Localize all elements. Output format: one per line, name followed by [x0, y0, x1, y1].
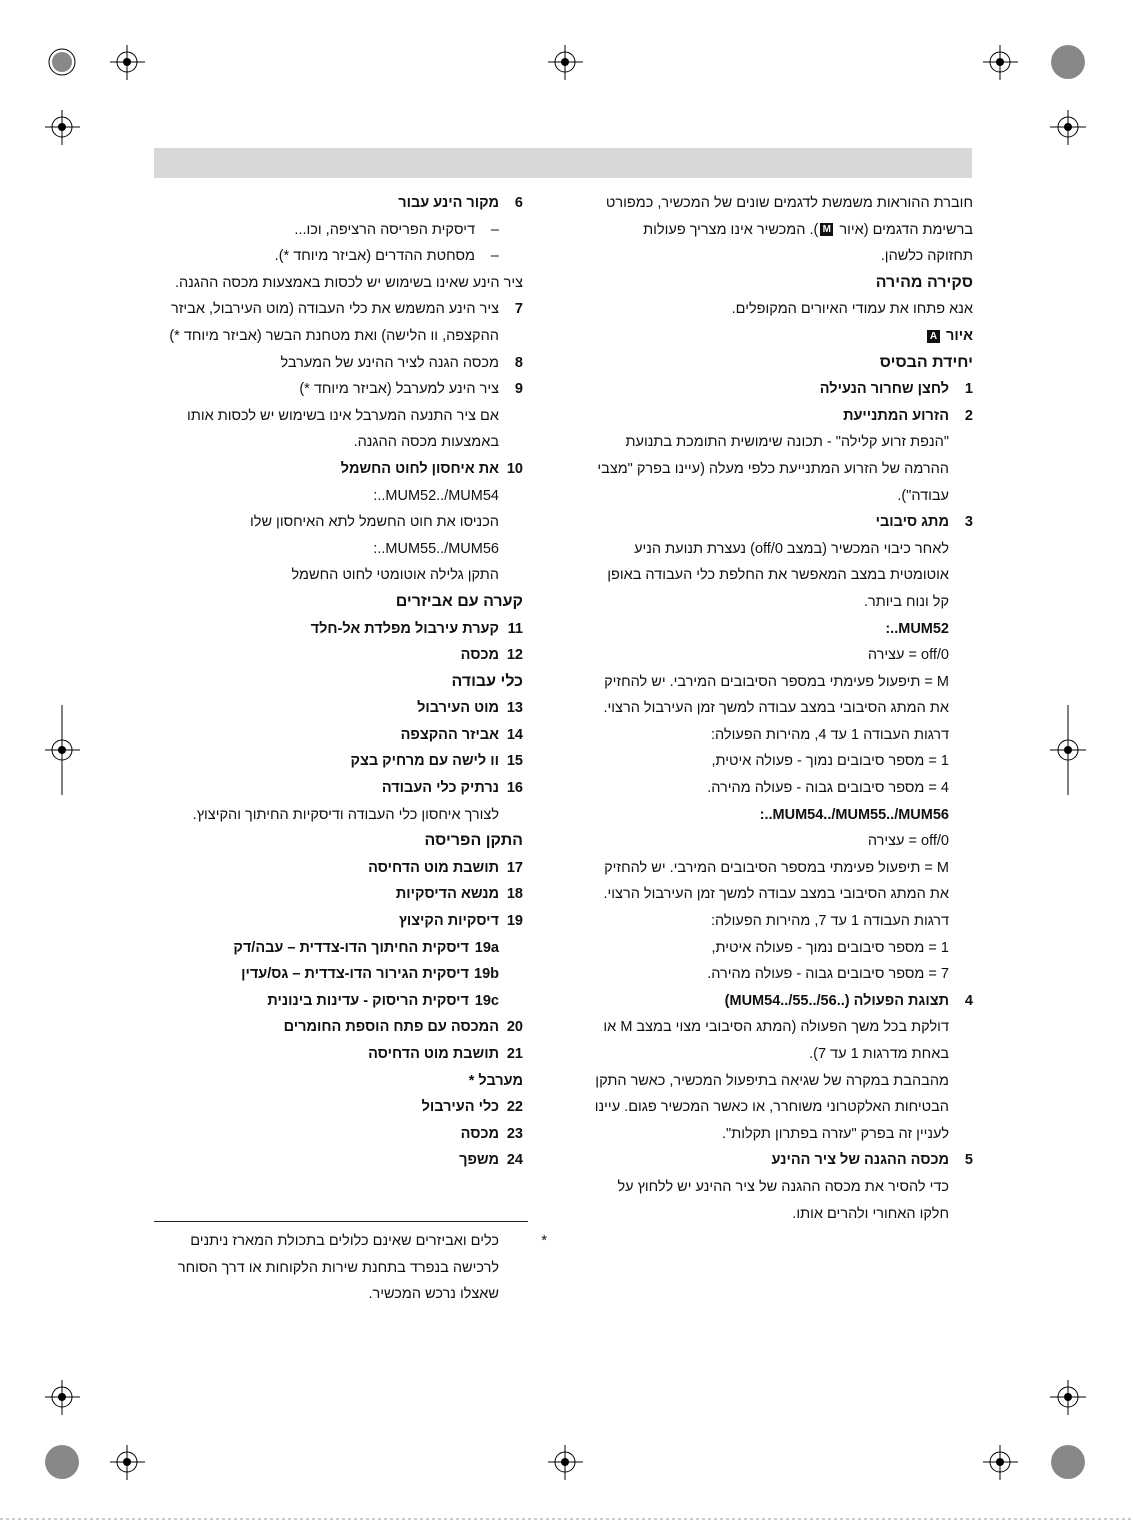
line-text: לאחר כיבוי המכשיר (במצב 0/off) נעצרת תנועת הניע: [634, 540, 949, 557]
line-text: דיסקית הפריסה הרציפה, וכו...: [294, 221, 475, 238]
line-text: דיסקית החיתוך הדו-צדדית – עבה/דק: [233, 939, 469, 956]
line-text: ההקצפה, וו הלישה) ואת מטחנת הבשר (אביזר מיוחד *): [169, 327, 499, 344]
item-number: 18: [506, 886, 523, 903]
sub-item-number: 19c: [474, 992, 499, 1009]
line-text: MUM52..:: [885, 620, 949, 637]
sub-item-number: 19b: [474, 966, 499, 983]
item-number: 22: [506, 1099, 523, 1116]
line-text: מכסה הגנה לציר ההינע של המערבל: [280, 354, 499, 371]
line-text: הבטיחות האלקטרוני משוחרר, או כאשר המכשיר פגום. עיינו: [594, 1099, 949, 1116]
line-text: עבודה").: [897, 487, 949, 504]
figure-label-icon: M: [820, 223, 833, 236]
line-text: מתג סיבובי: [875, 514, 949, 531]
line-text: תושבת מוט הדחיסה: [368, 859, 499, 876]
line-text: משפך: [459, 1152, 499, 1169]
line-text: 7 = מספר סיבובים גבוה - פעולה מהירה.: [707, 966, 949, 983]
line-text: חוברת ההוראות משמשת לדגמים שונים של המכשיר, כמפורט: [605, 195, 973, 211]
item-number: 7: [514, 301, 523, 318]
line-text: MUM55../MUM56..:: [373, 540, 499, 557]
line-text: ההרמה של הזרוע המתנייעת כלפי מעלה (עיינו בפרק "מצבי: [597, 460, 949, 477]
footnote-text: שאצלו נרכש המכשיר.: [368, 1286, 499, 1303]
item-number: 12: [506, 647, 523, 664]
line-text: 1 = מספר סיבובים נמוך - פעולה איטית,: [711, 939, 949, 956]
line-text: מנשא הדיסקיות: [395, 886, 499, 903]
line-text: ציר הינע שאינו בשימוש יש לכסות באמצעות מכסה ההגנה.: [174, 274, 523, 291]
line-text: מסחטת ההדרים (אביזר מיוחד *).: [274, 248, 475, 265]
line-text: באחת מדרגות 1 עד 7).: [809, 1046, 949, 1062]
line-text: דרגות העבודה 1 עד 4, מהירות הפעולה:: [711, 726, 949, 743]
item-number: 19: [506, 913, 523, 930]
line-text: תחזוקה כלשהן.: [880, 248, 973, 265]
line-text: כדי להסיר את מכסה ההגנה של ציר ההינע יש ללחוץ על: [617, 1178, 949, 1195]
line-text: הזרוע המתנייעת: [843, 407, 949, 424]
item-number: 8: [514, 354, 523, 371]
line-text: דיסקיות הקיצוץ: [398, 913, 499, 930]
dash-bullet: –: [490, 248, 499, 265]
line-text: אם ציר התנעה המערבל אינו בשימוש יש לכסות אותו: [187, 407, 499, 424]
line-text: דיסקית הריסוק - עדינות בינונית: [267, 992, 469, 1009]
line-text: וו לישה עם מרחיק בצק: [350, 753, 499, 770]
item-number: 4: [964, 992, 973, 1009]
line-text: מכסה: [460, 1125, 499, 1142]
footnote-star: *: [541, 1233, 547, 1249]
line-text: באמצעות מכסה ההגנה.: [353, 434, 499, 451]
item-number: 20: [506, 1019, 523, 1036]
line-text: את המתג הסיבובי במצב עבודה למשך זמן העירבול הרצוי.: [603, 886, 949, 903]
line-text: 4 = מספר סיבובים גבוה - פעולה מהירה.: [707, 780, 949, 797]
item-number: 10: [506, 460, 523, 477]
item-number: 1: [964, 381, 973, 398]
line-text: MUM52../MUM54..:: [373, 487, 499, 504]
line-text: סקירה מהירה: [875, 273, 973, 291]
line-text: תצוגת הפעולה (..MUM54../55../56): [724, 992, 949, 1009]
line-text: כלי עבודה: [451, 672, 523, 690]
line-text: דולקת בכל משך הפעולה (המתג הסיבובי מצוי במצב M או: [603, 1019, 949, 1036]
item-number: 16: [506, 780, 523, 797]
item-number: 5: [964, 1152, 973, 1169]
item-number: 14: [506, 726, 523, 743]
line-text: חלקו האחורי ולהרים אותו.: [792, 1205, 949, 1222]
line-text: מוט העירבול: [417, 700, 499, 717]
line-text: לצורך איחסון כלי העבודה ודיסקיות החיתוך והקיצוץ.: [192, 806, 499, 823]
sub-item-number: 19a: [474, 939, 499, 956]
line-text: יחידת הבסיס: [879, 353, 973, 371]
line-text: לעניין זה בפרק "עזרה בפתרון תקלות".: [722, 1125, 949, 1142]
line-text: אנא פתחו את עמודי האיורים המקופלים.: [731, 301, 973, 318]
item-number: 21: [506, 1046, 523, 1062]
line-text: אביזר ההקצפה: [400, 726, 499, 743]
item-number: 3: [964, 514, 973, 531]
line-text: נרתיק כלי העבודה: [381, 780, 499, 797]
item-number: 6: [514, 195, 523, 211]
line-text: מכסה ההגנה של ציר ההינע: [771, 1152, 949, 1169]
line-text: לחצן שחרור הנעילה: [819, 381, 949, 398]
line-text: התקן גלילה אוטומטי לחוט החשמל: [291, 567, 499, 584]
line-text: אוטומטית במצב המאפשר את החלפת כלי העבודה באופן: [607, 567, 949, 584]
line-text: מכסה: [460, 647, 499, 664]
footnote-text: כלים ואביזרים שאינם כלולים בתכולת המארז ניתנים: [190, 1233, 499, 1249]
line-text: המכסה עם פתח הוספת החומרים: [283, 1019, 499, 1036]
line-text: הכניסו את חוט החשמל לתא האיחסון שלו: [250, 514, 499, 531]
item-number: 15: [506, 753, 523, 770]
item-number: 13: [506, 700, 523, 717]
line-text: את איחסון לחוט החשמל: [340, 460, 499, 477]
item-number: 23: [506, 1125, 523, 1142]
line-text-before: ברשימת הדגמים (איור: [835, 221, 973, 238]
line-text: 0/off = עצירה: [867, 647, 949, 664]
line-text: תושבת מוט הדחיסה: [368, 1046, 499, 1062]
line-text: קל ונוח ביותר.: [863, 593, 949, 610]
figure-label-icon: A: [927, 330, 940, 343]
line-text: מערבל *: [468, 1072, 523, 1089]
line-text: M = תיפעול פעימתי במספר הסיבובים המירבי. יש להחזיק: [604, 673, 949, 690]
line-text: ציר הינע המשמש את כלי העבודה (מוט העירבול, אביזר: [170, 301, 499, 318]
line-text: קערת עירבול מפלדת אל-חלד: [310, 620, 499, 637]
line-text: התקן הפריסה: [424, 832, 523, 850]
item-number: 2: [964, 407, 973, 424]
footnote-text: לרכישה בנפרד בתחנת שירות הלקוחות או דרך הסוחר: [177, 1259, 499, 1276]
line-text: ציר הינע למערבל (אביזר מיוחד *): [299, 381, 499, 398]
line-text: את המתג הסיבובי במצב עבודה למשך זמן העירבול הרצוי.: [603, 700, 949, 717]
item-number: 17: [506, 859, 523, 876]
line-text: 1 = מספר סיבובים נמוך - פעולה איטית,: [711, 753, 949, 770]
item-number: 9: [514, 381, 523, 398]
line-text: מהבהבת במקרה של שגיאה בתיפעול המכשיר, כאשר התקן: [595, 1072, 949, 1089]
item-number: 11: [507, 620, 523, 637]
line-text-before: איור: [941, 327, 973, 344]
item-number: 24: [506, 1152, 523, 1169]
line-text: קערה עם אביזרים: [395, 592, 523, 610]
line-text-after: ). המכשיר אינו מצריך פעולות: [643, 221, 819, 238]
dash-bullet: –: [490, 221, 499, 238]
line-text: מקור הינע עבור: [398, 195, 499, 211]
line-text: "הנפת זרוע קלילה" - תכונה שימושית התומכת בתנועת: [625, 434, 949, 451]
line-text: M = תיפעול פעימתי במספר הסיבובים המירבי. יש להחזיק: [604, 859, 949, 876]
line-text: כלי העירבול: [421, 1099, 499, 1116]
line-text: דיסקית הגירור הדו-צדדית – גס/עדין: [241, 966, 469, 983]
line-text: 0/off = עצירה: [867, 833, 949, 850]
line-text: דרגות העבודה 1 עד 7, מהירות הפעולה:: [711, 913, 949, 930]
line-text: MUM54../MUM55../MUM56..:: [759, 806, 949, 823]
